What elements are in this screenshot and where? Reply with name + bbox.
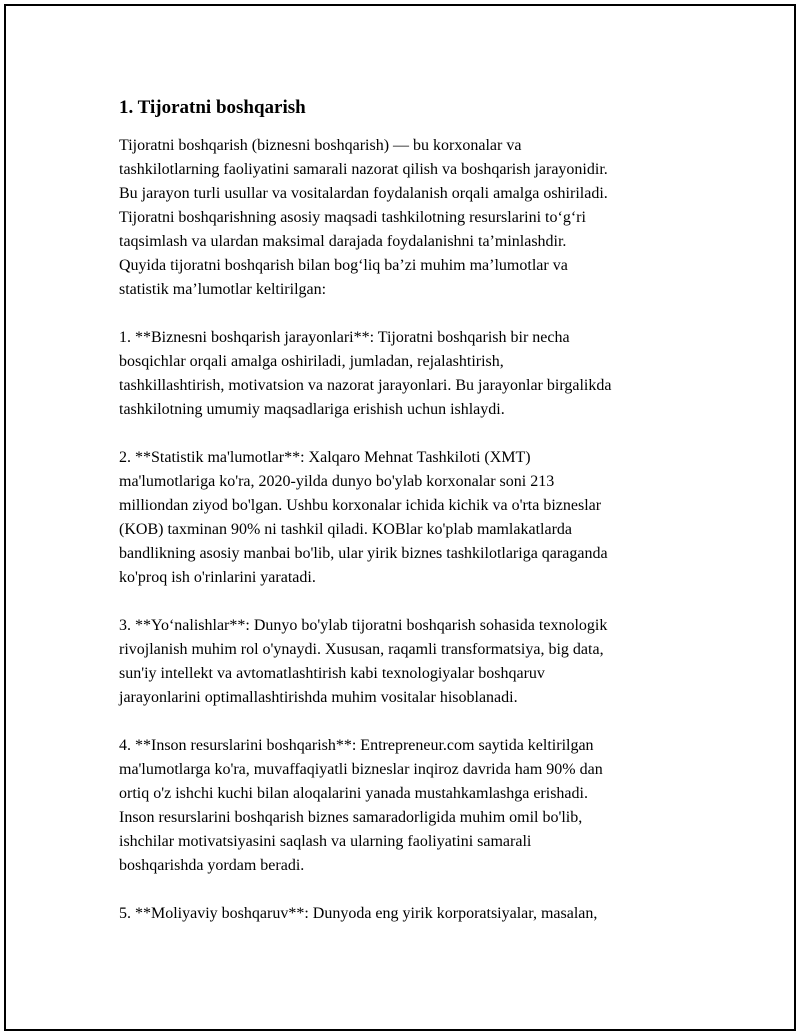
paragraph-line: 1. **Biznesni boshqarish jarayonlari**: Tijoratni boshqarish bir necha — [119, 329, 570, 346]
paragraph — [119, 326, 709, 422]
page-frame — [4, 4, 796, 1031]
paragraph-line: rivojlanish muhim rol o'ynaydi. Xususan, raqamli transformatsiya, big data, — [119, 641, 604, 658]
paragraph-line: 3. **Yoʻnalishlar**: Dunyo bo'ylab tijoratni boshqarish sohasida texnologik — [119, 617, 608, 634]
section-heading: 1. Tijoratni boshqarish — [119, 97, 306, 118]
paragraph-line: Tijoratni boshqarish (biznesni boshqarish) — bu korxonalar va — [119, 137, 522, 154]
paragraph-line: 2. **Statistik ma'lumotlar**: Xalqaro Mehnat Tashkiloti (XMT) — [119, 449, 531, 466]
paragraph — [119, 902, 709, 926]
paragraph-line: Quyida tijoratni boshqarish bilan bogʻliq baʼzi muhim maʼlumotlar va — [119, 257, 568, 274]
paragraph-line: ma'lumotlariga ko'ra, 2020-yilda dunyo bo'ylab korxonalar soni 213 — [119, 473, 555, 490]
paragraph-line: 4. **Inson resurslarini boshqarish**: Entrepreneur.com saytida keltirilgan — [119, 737, 594, 754]
paragraph-line: sun'iy intellekt va avtomatlashtirish kabi texnologiyalar boshqaruv — [119, 665, 545, 682]
paragraph-line: bandlikning asosiy manbai bo'lib, ular yirik biznes tashkilotlariga qaraganda — [119, 545, 608, 562]
paragraph — [119, 134, 709, 302]
paragraph-line: boshqarishda yordam beradi. — [119, 857, 305, 874]
paragraph-line: ko'proq ish o'rinlarini yaratadi. — [119, 569, 316, 586]
paragraph-line: taqsimlash va ulardan maksimal darajada foydalanishni taʼminlashdir. — [119, 233, 567, 250]
paragraph-line: Tijoratni boshqarishning asosiy maqsadi tashkilotning resurslarini toʻgʻri — [119, 209, 586, 226]
paragraph-line: (KOB) taxminan 90% ni tashkil qiladi. KOBlar ko'plab mamlakatlarda — [119, 521, 572, 538]
paragraph — [119, 614, 709, 710]
paragraph-line: ishchilar motivatsiyasini saqlash va ularning faoliyatini samarali — [119, 833, 532, 850]
paragraph-line: ortiq o'z ishchi kuchi bilan aloqalarini yanada mustahkamlashga erishadi. — [119, 785, 588, 802]
paragraph — [119, 734, 709, 878]
paragraph-line: Bu jarayon turli usullar va vositalardan foydalanish orqali amalga oshiriladi. — [119, 185, 608, 202]
paragraph — [119, 446, 709, 590]
document-body — [119, 96, 709, 950]
paragraph-line: tashkillashtirish, motivatsion va nazorat jarayonlari. Bu jarayonlar birgalikda — [119, 377, 612, 394]
paragraph-line: tashkilotlarning faoliyatini samarali nazorat qilish va boshqarish jarayonidir. — [119, 161, 608, 178]
paragraph-line: bosqichlar orqali amalga oshiriladi, jumladan, rejalashtirish, — [119, 353, 504, 370]
paragraph-line: statistik maʼlumotlar keltirilgan: — [119, 281, 327, 298]
paragraph-line: Inson resurslarini boshqarish biznes samaradorligida muhim omil bo'lib, — [119, 809, 583, 826]
paragraph-line: tashkilotning umumiy maqsadlariga erishish uchun ishlaydi. — [119, 401, 505, 418]
paragraph-list — [119, 134, 709, 926]
paragraph-line: milliondan ziyod bo'lgan. Ushbu korxonalar ichida kichik va o'rta bizneslar — [119, 497, 602, 514]
paragraph-line: ma'lumotlarga ko'ra, muvaffaqiyatli bizneslar inqiroz davrida ham 90% dan — [119, 761, 603, 778]
paragraph-line: jarayonlarini optimallashtirishda muhim vositalar hisoblanadi. — [119, 689, 518, 706]
paragraph-line: 5. **Moliyaviy boshqaruv**: Dunyoda eng yirik korporatsiyalar, masalan, — [119, 905, 598, 922]
